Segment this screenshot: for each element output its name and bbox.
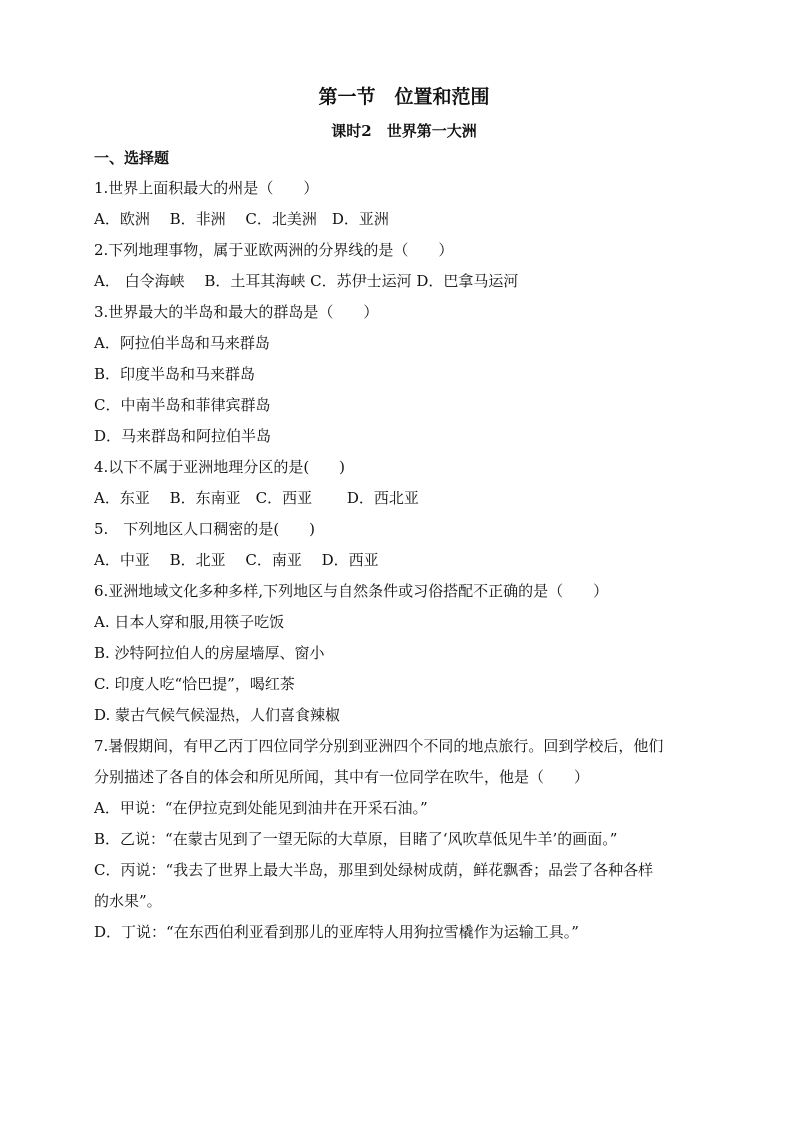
question-6-option-d: D. 蒙古气候气候湿热，人们喜食辣椒	[94, 706, 341, 724]
question-4: 4.以下不属于亚洲地理分区的是( )	[94, 458, 346, 476]
question-5-options: A．中亚 B．北亚 C．南亚 D．西亚	[94, 551, 379, 569]
question-3: 3.世界最大的半岛和最大的群岛是（ ）	[94, 303, 379, 321]
question-7-option-c: C．丙说：“我去了世界上最大半岛，那里到处绿树成荫，鲜花飘香；品尝了各种各样	[94, 861, 654, 879]
question-1-options: A．欧洲 B．非洲 C．北美洲 D．亚洲	[94, 210, 389, 228]
question-5: 5. 下列地区人口稠密的是( )	[94, 520, 316, 538]
page-subtitle: 课时2 世界第一大洲	[331, 122, 477, 140]
question-6-option-a: A. 日本人穿和服,用筷子吃饭	[94, 613, 285, 631]
question-3-option-a: A．阿拉伯半岛和马来群岛	[94, 334, 270, 352]
question-6: 6.亚洲地域文化多种多样,下列地区与自然条件或习俗搭配不正确的是（ ）	[94, 582, 609, 600]
question-7-option-c-continued: 的水果”。	[94, 892, 162, 910]
question-7-line-2: 分别描述了各自的体会和所见所闻，其中有一位同学在吹牛，他是（ ）	[94, 768, 590, 786]
document-page	[94, 84, 714, 942]
section-heading: 一、选择题	[94, 149, 170, 167]
question-7-option-a: A．甲说：“在伊拉克到处能见到油井在开采石油。”	[94, 799, 428, 817]
question-4-options: A．东亚 B．东南亚 C．西亚 D．西北亚	[94, 489, 419, 507]
question-3-option-c: C．中南半岛和菲律宾群岛	[94, 396, 271, 414]
question-7-option-d: D．丁说：“在东西伯利亚看到那儿的亚库特人用狗拉雪橇作为运输工具。”	[94, 923, 579, 941]
question-1: 1.世界上面积最大的州是（ ）	[94, 179, 319, 197]
question-7-line-1: 7.暑假期间，有甲乙丙丁四位同学分别到亚洲四个不同的地点旅行。回到学校后，他们	[94, 737, 664, 755]
question-2-options: A． 白令海峡 B．土耳其海峡 C．苏伊士运河 D．巴拿马运河	[94, 272, 519, 290]
page-title: 第一节 位置和范围	[318, 86, 490, 108]
question-7-option-b: B．乙说：“在蒙古见到了一望无际的大草原，目睹了‘风吹草低见牛羊’的画面。”	[94, 830, 618, 848]
question-3-option-b: B．印度半岛和马来群岛	[94, 365, 256, 383]
question-6-option-b: B. 沙特阿拉伯人的房屋墙厚、窗小	[94, 644, 325, 662]
question-3-option-d: D．马来群岛和阿拉伯半岛	[94, 427, 272, 445]
question-6-option-c: C. 印度人吃“恰巴提”，喝红茶	[94, 675, 295, 693]
question-2: 2.下列地理事物，属于亚欧两洲的分界线的是（ ）	[94, 241, 454, 259]
